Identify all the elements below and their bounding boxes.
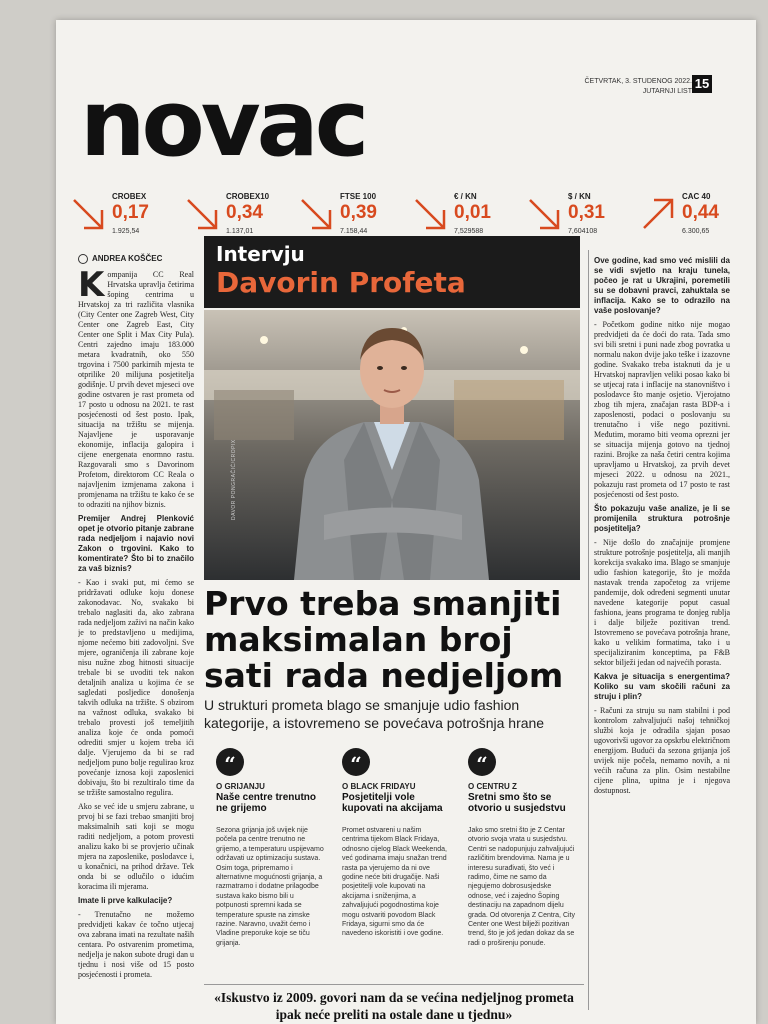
right-column [594,256,730,800]
author-icon [78,254,88,264]
byline [78,254,162,264]
ticker-name: FTSE 100 [340,192,377,201]
sidebar-title: Posjetitelji vole kupovati na akcijama [342,792,443,814]
sidebar-text: Sezona grijanja još uvijek nije počela pa centre trenutno ne grijemo, a temperaturu uspijevamo održavati uz optimizaciju sustava. Osim toga, pripremamo i alternativne mogućnosti grijanja, a razmatramo i dodatne prilagodbe sustava kako bismo bili u potpunosti spremni kada se temperature spuste na zimske razine. Naravno, uvažit ćemo i Vladine preporuke koje se tiču grijanja. [216,827,324,947]
drop-cap: K [78,270,105,305]
portrait-illustration [204,310,580,580]
question: Premijer Andrej Plenković opet je otvorio pitanje zabrane rada nedjeljom i najavio novi Zakon o trgovini. Kako to komentirate? Što bi to značilo za vaš biznis? [78,514,194,573]
interview-label: Intervju [216,242,305,266]
article-headline: Prvo treba smanjiti maksimalan broj sati rada nedjeljom [204,584,564,695]
answer: - Trenutačno ne možemo predvidjeti kakav će točno utjecaj ova zabrana imati na rezultate naših centara. Po ostvarenim prometima, nedjelja je nakon subote drugi dan u tjednu i nosi više od 15 posto posjećenosti i prometa. [78,910,194,979]
sidebar-title: Naše centre trenutno ne grijemo [216,792,317,814]
ticker-value: 0,39 [340,202,377,223]
ticker-item [414,192,524,242]
sidebar-box [204,748,324,976]
ticker-name: € / KN [454,192,477,201]
pull-quote: «Iskustvo iz 2009. govori nam da se većina nedjeljnog prometa ipak neće preliti na ostale dane u tjednu» [204,984,584,1023]
ticker-item [72,192,182,242]
ticker-index: 1.925,54 [112,228,140,235]
portrait-photo [204,310,580,580]
sidebar-category: O GRIJANJU [216,782,265,791]
ticker-index: 6.300,65 [682,228,710,235]
column-divider [588,250,589,1010]
interviewee-name: Davorin Profeta [216,266,466,299]
quote-icon: “ [342,748,370,776]
left-column [78,270,194,984]
ticker-name: $ / KN [568,192,591,201]
ticker-index: 1.137,01 [226,228,254,235]
interview-banner [204,236,580,308]
answer: Ako se već ide u smjeru zabrane, u prvoj bi se fazi trebao smanjiti broj maksimalnih sati koji se mogu raditi nedjeljom, a potom provesti analizu kako bi se provjerio učinak mjera na zaposlenike, poslodavce i, u konačnici, na prihod države. Tek onda bi se odlučilo o idućim koracima ili mjerama. [78,802,194,891]
quote-icon: “ [468,748,496,776]
down-arrow-icon [414,196,450,232]
photo-credit: DAVOR PONGRAČIĆ/CROPIX [231,439,237,520]
article-deck: U strukturi prometa blago se smanjuje udio fashion kategorije, a istovremeno se povećava potrošnja hrane [204,697,545,731]
author-name: ANDREA KOŠČEC [92,254,163,264]
sidebar-category: O CENTRU Z [468,782,517,791]
question: Imate li prve kalkulacije? [78,896,173,905]
ticker-name: CROBEX [112,192,147,201]
masthead-title: novac [80,70,366,177]
dateline: ČETVRTAK, 3. STUDENOG 2022. JUTARNJI LIST [584,78,692,95]
answer: - Kao i svaki put, mi ćemo se pridržavati odluke koju donese zakonodavac. No, svakako bi trebalo naglasiti da, ako zabrana rada nedjeljom zaživi na način kako je to predstavljeno u medijima, njome nećemo biti zadovoljni. Sve mjere, ograničenja ili zabrane koje nisu nužne zbog hitnosti situacije trebale bi se uvoditi tek nakon detaljnih analiza u kojima će se sagledati posljedice donošenja takvih odluka na tržište. S obzirom na važnost odluka, svakako bi trebalo provesti još temeljitih analiza koje će onda pomoći odrediti smjer u kojem treba ići dalje. Vjerujemo da bi se rad nedjeljom puno bolje regulirao kroz povećanje iznosa koji zaposlenici dobivaju, što bi rezultiralo time da se tržište samostalno regulira. [78,578,194,797]
ticker-index: 7.158,44 [340,228,368,235]
intro-text: ompanija CC Real Hrvatska upravlja četirima šoping centrima u Hrvatskoj za tri različita vlasnika (City Center one Zagreb West, City Center one Zagreb East, City Center one Split i Max City Pula). Centri zajedno imaju 183.000 metara kvadratnih, oko 550 trgovina i 7500 parkirnih mjesta te otprilike 20 milijuna posjetitelja godišnje. U prvih devet mjeseci ove godine ostvaren je rast prometa od 17 posto u odnosu na 2021. te rast posjećenosti od šest posto. Ipak, situacija na tržištu se mijenja. Najavljene je usporavanje ekonomije, inflacija galopira i cijene energenata enormno rastu. Razgovarali smo s Davorinom Profetom, direktorom CC Reala o najavljenim izmjenama zakona i promjenama na tržištu te kako će se to odraziti na njihov biznis. [78,270,194,509]
question: Ove godine, kad smo već mislili da se vidi svjetlo na kraju tunela, počeo je rat u Ukrajini, poremetili su se dobavni pravci, zahuktala se inflacija. Kako se to odrazilo na vaše poslovanje? [594,256,730,315]
ticker-value: 0,34 [226,202,263,223]
ticker-value: 0,31 [568,202,605,223]
market-ticker [72,192,752,242]
ticker-value: 0,17 [112,202,149,223]
down-arrow-icon [528,196,564,232]
sidebar-category: O BLACK FRIDAYU [342,782,416,791]
ticker-index: 7,604108 [568,228,598,235]
page-number: 15 [692,75,712,93]
down-arrow-icon [72,196,108,232]
ticker-name: CAC 40 [682,192,711,201]
sidebar-boxes [204,748,584,976]
answer: - Početkom godine nitko nije mogao predvidjeti da će doći do rata. Tada smo svi bili sretni i puni nade zbog povratka u normalu nakon dvije jako teške i izazovne godine. Svakako treba istaknuti da je u Hrvatskoj napravljen veliki posao kako bi se utjecaj rata i inflacije na stanovništvo i poslodavce što manje osjetio. Vjerojatno zbog tih mjera, značajan rasta BDP-a i zaposlenosti, podaci o poslovanju su trenutačno i više nego pozitivni. Međutim, moramo biti veoma oprezni jer se situacija mijenja gotovo na tjednoj razini. Brojke za naša četiri centra kojima upravljamo u Hrvatskoj, za prvih devet mjeseci 2022. u odnosu na 2021., pokazuju rast prometa od 17 posto te rast posjećenosti od šest posto. [594,320,730,499]
sidebar-title: Sretni smo što se otvorio u susjedstvu [468,792,566,814]
ticker-item [642,192,752,242]
question: Kakva je situacija s energentima? Koliko su vam skočili računi za struju i plin? [594,672,730,701]
sidebar-box [456,748,576,976]
question: Što pokazuju vaše analize, je li se promijenila struktura potrošnje posjetitelja? [594,504,730,533]
newspaper-page [56,20,756,1024]
answer: - Računi za struju su nam stabilni i pod kontrolom zahvaljujući našoj tehničkoj službi koja je odradila sjajan posao ugovorivši ugovor za opskrbu električnom energijom. Budući da sezona grijanja još uvijek nije počela, nemamo novih, a ni većih računa za plin. Osim nestabilne cijene plina, upitna je i njegova dostupnost. [594,706,730,795]
ticker-value: 0,44 [682,202,719,223]
quote-icon: “ [216,748,244,776]
ticker-name: CROBEX10 [226,192,270,201]
ticker-value: 0,01 [454,202,491,223]
sidebar-text: Jako smo sretni što je Z Centar otvorio svoja vrata u susjedstvu. Centri se nadopunjuju zahvaljujući različitim brendovima. Nama je u interesu surađivati, što već i radimo, čime ne samo da njegujemo dobrosusjedske odnose, već i zajedno Šoping destinaciju na zapadnom dijelu grada. Od otvorenja Z Centra, City Center one West bilježi pozitivan trend, što je još jedan dokaz da se radi o proširenju ponude. [468,827,575,947]
ticker-item [186,192,296,242]
sidebar-box [330,748,450,976]
down-arrow-icon [186,196,222,232]
ticker-item [528,192,638,242]
sidebar-text: Promet ostvareni u našim centrima tijekom Black Fridaya, odnosno cijelog Black Weekenda, već godinama imaju snažan trend rasta pa vjerujemo da ni ove godine neće biti drugačije. Naši posjetitelji vole kupovati na akcijama i sniženjima, a zahvaljujući pogodnostima koje mogu ostvariti povodom Black Fridaya, sigurni smo da će navedeno iskoristiti i ove godine. [342,827,447,938]
ticker-item [300,192,410,242]
intro-paragraph [78,270,194,510]
ticker-index: 7,529588 [454,228,484,235]
answer: - Nije došlo do značajnije promjene strukture potrošnje posjetitelja, ali manjih korekcija svakako ima. Blago se smanjuje udio fashion kategorije, što je možda nastavak trenda započetog za vrijeme pandemije, dok određeni segmenti unutar navedene kategorije poput casual fashiona, jeans programa te donjeg rublja i dalje bilježe pozitivan trend. Istovremeno se povećava potrošnja hrane, kako u velikim formatima, tako i u specijaliziranim konceptima, pa F&B sektor bilježi jedan od najvećih porasta. [594,538,730,667]
down-arrow-icon [300,196,336,232]
up-arrow-icon [642,196,678,232]
